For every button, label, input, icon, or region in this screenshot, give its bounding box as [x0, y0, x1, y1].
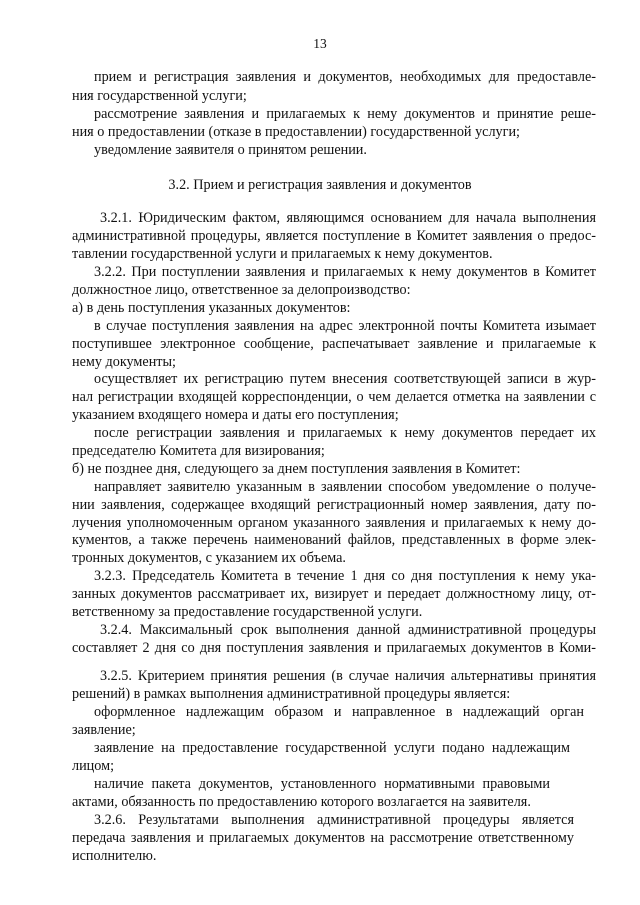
text-line: председателю Комитета для визирования; — [72, 443, 325, 459]
text-line: 3.2.2. При поступлении заявления и прилагаемых к нему документов в Комитет — [94, 264, 596, 280]
text-line: ветственному за предоставление государственной услуги. — [72, 604, 423, 620]
text-line: актами, обязанность по предоставлению которого возлагается на заявителя. — [72, 794, 531, 810]
text-line: должностное лицо, ответственное за делопроизводство: — [72, 282, 411, 298]
text-line: лицом; — [72, 758, 115, 774]
text-line: поступившее электронное сообщение, распечатывает заявление и прилагаемые к — [72, 336, 596, 352]
text-line: лучения уполномоченным органом указанного заявления и прилагаемых к нему до- — [72, 515, 596, 531]
text-line: 3.2.5. Критерием принятия решения (в случае наличия альтернативы принятия — [100, 668, 596, 684]
text-line: заявление; — [72, 722, 136, 738]
text-line: тавлении государственной услуги и прилагаемых к нему документов. — [72, 246, 493, 262]
text-line: нии заявления, содержащее входящий регистрационный номер заявления, дату по- — [72, 497, 596, 513]
text-line: нал регистрации входящей корреспонденции, о чем делается отметка на заявлении с — [72, 389, 596, 405]
text-line: рассмотрение заявления и прилагаемых к нему документов и принятие реше- — [94, 106, 596, 122]
text-line: тронных документов, с указанием их объема. — [72, 550, 346, 566]
text-line: решений) в рамках выполнения административной процедуры является: — [72, 686, 511, 702]
text-line: нему документы; — [72, 354, 176, 370]
text-line: кументов, а также перечень наименований файлов, представленных в форме элек- — [72, 532, 596, 548]
text-line: заявление на предоставление государственной услуги подано надлежащим — [94, 740, 570, 756]
page-number: 13 — [313, 36, 327, 51]
text-line: 3.2.1. Юридическим фактом, являющимся основанием для начала выполнения — [100, 210, 596, 226]
text-line: в случае поступления заявления на адрес электронной почты Комитета изымает — [94, 318, 596, 334]
text-line: после регистрации заявления и прилагаемых к нему документов передает их — [94, 425, 596, 441]
text-line: административной процедуры, является поступление в Комитет заявления о предос- — [72, 228, 596, 244]
text-line: ния о предоставлении (отказе в предоставлении) государственной услуги; — [72, 124, 520, 140]
text-line: 3.2.3. Председатель Комитета в течение 1 дня со дня поступления к нему ука- — [94, 568, 596, 584]
text-line: а) в день поступления указанных документов: — [72, 300, 351, 316]
text-line: направляет заявителю указанным в заявлении способом уведомление о получе- — [94, 479, 596, 495]
text-line: передача заявления и прилагаемых документов на рассмотрение ответственному — [72, 830, 574, 846]
text-line: наличие пакета документов, установленного нормативными правовыми — [94, 776, 550, 792]
text-line: оформленное надлежащим образом и направленное в надлежащий орган — [94, 704, 584, 720]
text-line: 3.2.6. Результатами выполнения административной процедуры является — [94, 812, 574, 828]
text-line: составляет 2 дня со дня поступления заявления и прилагаемых документов в Коми- — [72, 640, 596, 656]
text-line: занных документов рассматривает их, визирует и передает должностному лицу, от- — [72, 586, 596, 602]
section-heading: 3.2. Прием и регистрация заявления и документов — [168, 177, 472, 193]
text-line: уведомление заявителя о принятом решении. — [94, 142, 367, 158]
text-line: б) не позднее дня, следующего за днем поступления заявления в Комитет: — [72, 461, 521, 477]
text-line: ния государственной услуги; — [72, 88, 247, 104]
text-line: осуществляет их регистрацию путем внесения соответствующей записи в жур- — [94, 371, 596, 387]
text-line: 3.2.4. Максимальный срок выполнения данной административной процедуры — [100, 622, 596, 638]
text-line: прием и регистрация заявления и документов, необходимых для предоставле- — [94, 69, 596, 85]
text-line: исполнителю. — [72, 848, 157, 864]
text-line: указанием входящего номера и даты его поступления; — [72, 407, 399, 423]
